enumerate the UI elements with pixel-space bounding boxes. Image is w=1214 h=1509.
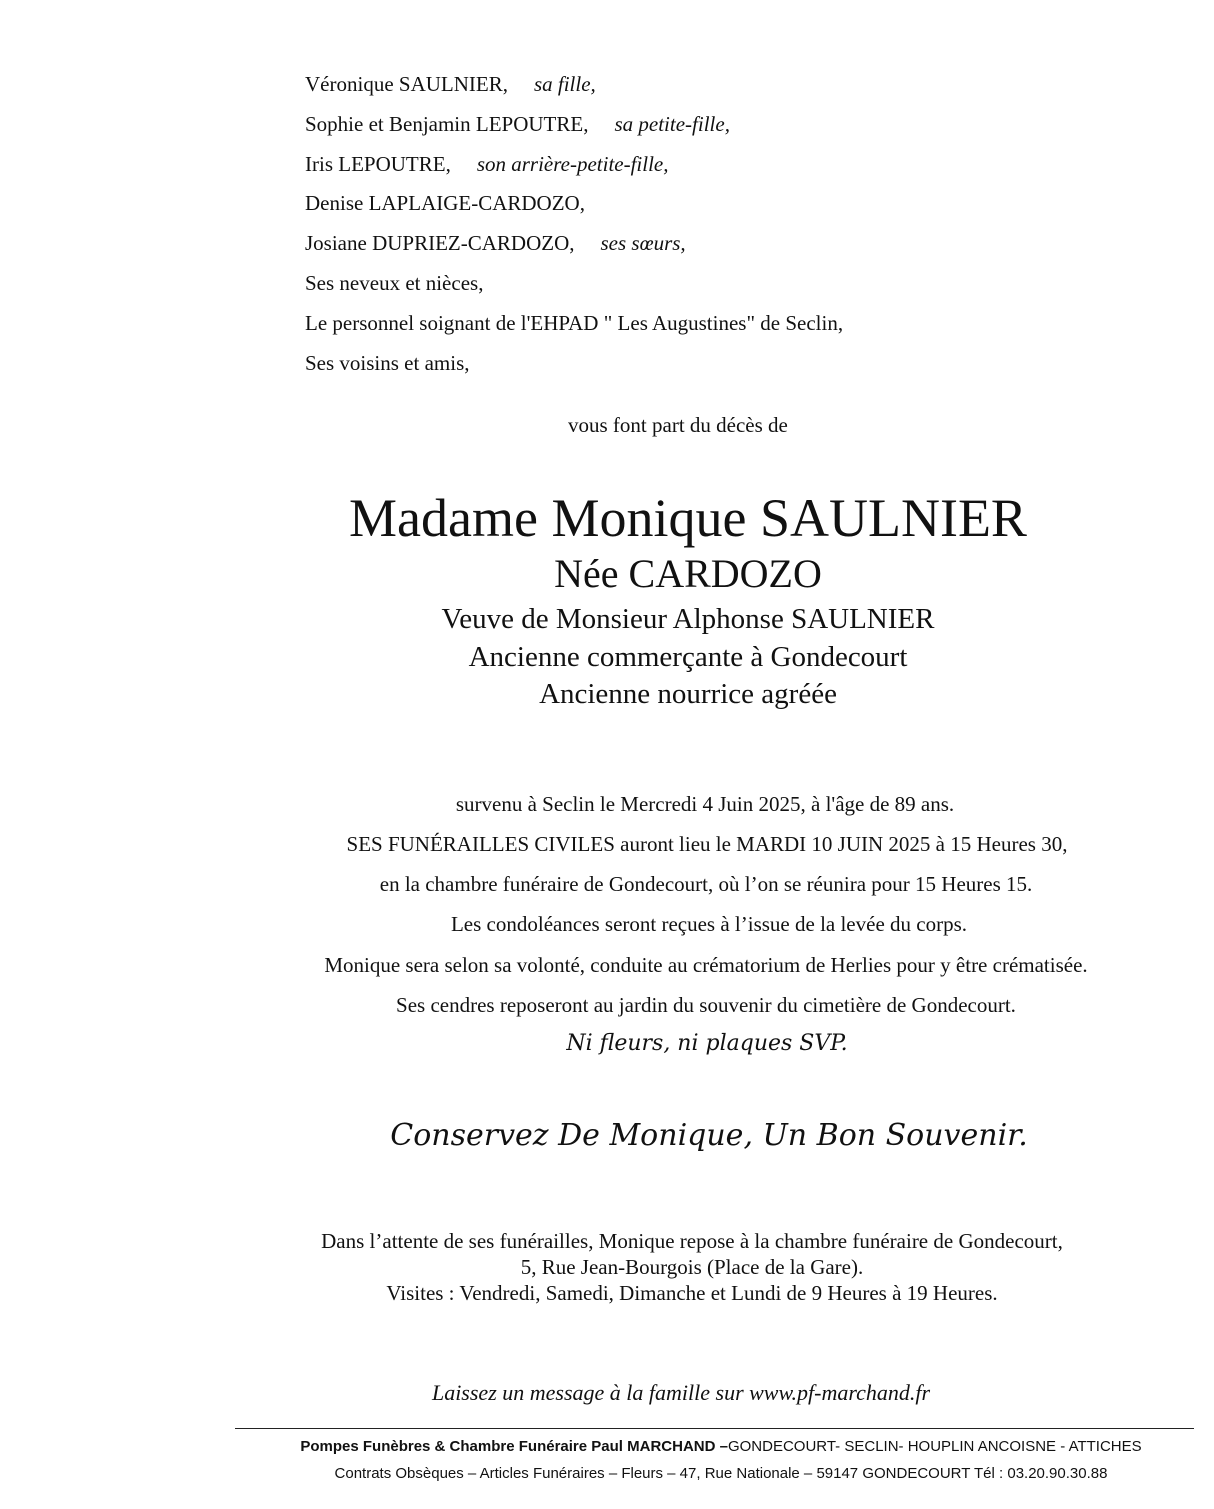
footer-company-line: [0, 1438, 1214, 1456]
family-line: [305, 112, 730, 136]
detail-line: survenu à Seclin le Mercredi 4 Juin 2025, à l'âge de 89 ans.: [455, 792, 955, 816]
detail-line: SES FUNÉRAILLES CIVILES auront lieu le MARDI 10 JUIN 2025 à 15 Heures 30,: [346, 832, 1068, 856]
souvenir-line: Conservez De Monique, Un Bon Souvenir.: [390, 1118, 1028, 1153]
footer-divider: [235, 1428, 1194, 1429]
family-line: [305, 231, 686, 255]
company-name: Pompes Funèbres & Chambre Funéraire Paul MARCHAND –: [300, 1438, 728, 1455]
family-relation: ses sœurs,: [600, 231, 686, 255]
occupation-line: Ancienne nourrice agréée: [539, 678, 837, 710]
no-flowers-note: Ni fleurs, ni plaques SVP.: [566, 1031, 848, 1056]
announcement-intro: vous font part du décès de: [568, 413, 788, 437]
detail-line: Les condoléances seront reçues à l’issue de la levée du corps.: [450, 912, 968, 936]
widow-line: Veuve de Monsieur Alphonse SAULNIER: [441, 603, 935, 635]
family-name: Sophie et Benjamin LEPOUTRE,: [305, 112, 589, 136]
detail-line: en la chambre funéraire de Gondecourt, où l’on se réunira pour 15 Heures 15.: [379, 872, 1033, 896]
family-name: Ses voisins et amis,: [305, 351, 470, 375]
visitation-line: Dans l’attente de ses funérailles, Monique repose à la chambre funéraire de Gondecourt,: [321, 1229, 1063, 1253]
family-name: Josiane DUPRIEZ-CARDOZO,: [305, 231, 575, 255]
occupation-line: Ancienne commerçante à Gondecourt: [468, 641, 908, 673]
detail-line: Monique sera selon sa volonté, conduite au crématorium de Herlies pour y être crématisée.: [324, 953, 1088, 977]
family-line: [305, 351, 470, 375]
family-line: [305, 191, 585, 215]
footer-contact-line: Contrats Obsèques – Articles Funéraires – Fleurs – 47, Rue Nationale – 59147 GONDECOURT Tél : 03.20.90.30.88: [334, 1465, 1108, 1482]
visitation-line: 5, Rue Jean-Bourgois (Place de la Gare).: [520, 1255, 864, 1279]
family-relation: son arrière-petite-fille,: [476, 152, 669, 176]
family-name: Ses neveux et nièces,: [305, 271, 484, 295]
company-locations: GONDECOURT- SECLIN- HOUPLIN ANCOISNE - ATTICHES: [727, 1438, 1142, 1455]
family-relation: sa fille,: [533, 72, 596, 96]
family-line: [305, 72, 596, 96]
family-relation: sa petite-fille,: [614, 112, 730, 136]
family-line: [305, 311, 843, 335]
family-name: Véronique SAULNIER,: [305, 72, 508, 96]
family-name: Iris LEPOUTRE,: [305, 152, 451, 176]
visitation-line: Visites : Vendredi, Samedi, Dimanche et Lundi de 9 Heures à 19 Heures.: [386, 1281, 998, 1305]
family-name: Le personnel soignant de l'EHPAD " Les Augustines" de Seclin,: [305, 311, 844, 335]
detail-line: Ses cendres reposeront au jardin du souvenir du cimetière de Gondecourt.: [396, 993, 1016, 1017]
maiden-name: Née CARDOZO: [554, 551, 822, 596]
website-message: Laissez un message à la famille sur www.pf-marchand.fr: [431, 1380, 931, 1405]
deceased-name: Madame Monique SAULNIER: [349, 488, 1027, 548]
family-line: [305, 271, 483, 295]
family-name: Denise LAPLAIGE-CARDOZO,: [305, 191, 585, 215]
family-line: [305, 152, 669, 176]
